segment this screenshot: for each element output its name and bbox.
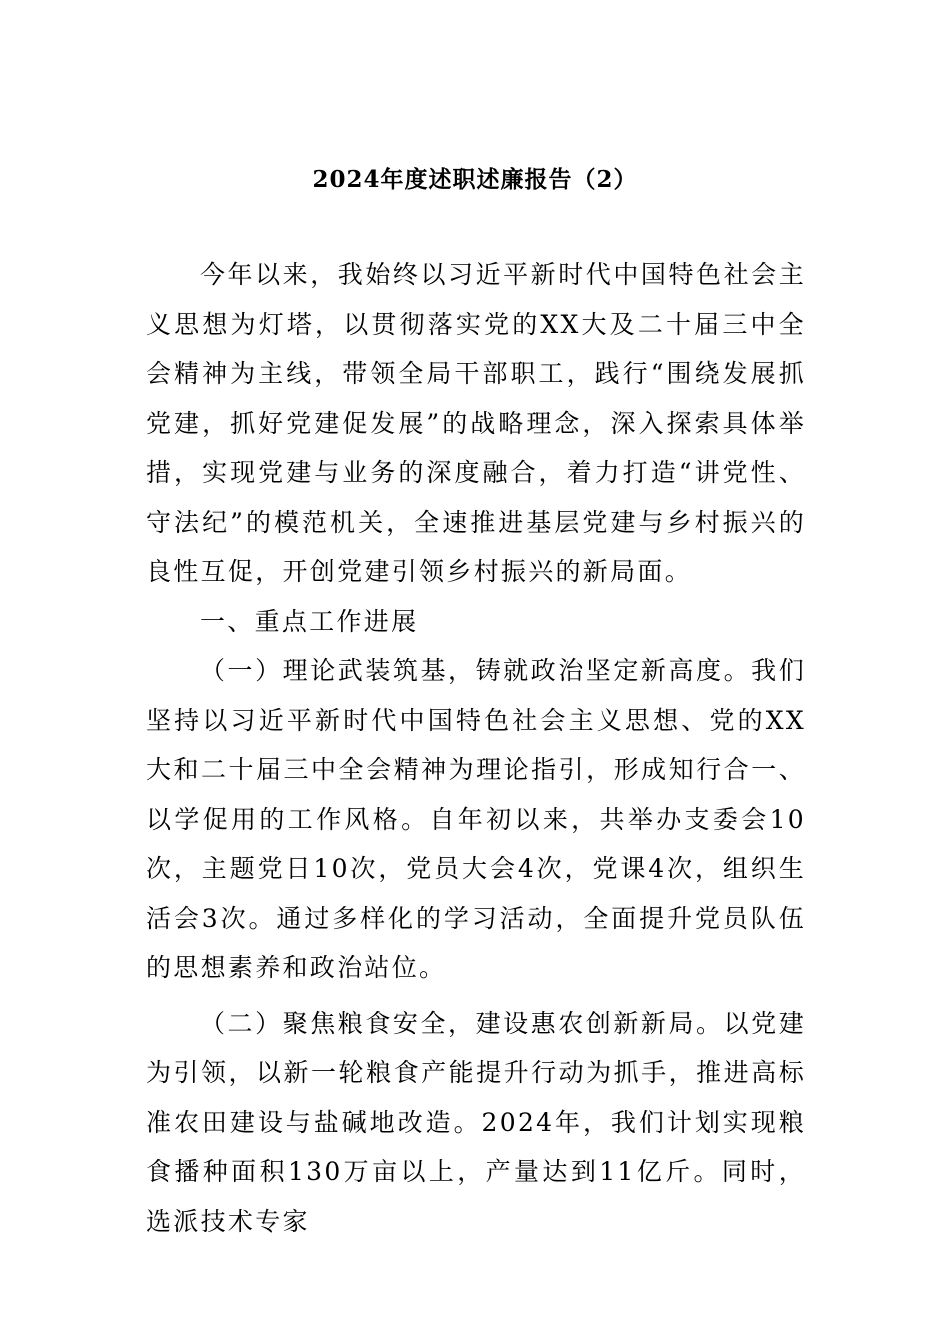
subsection-paragraph-2: （二）聚焦粮食安全，建设惠农创新新局。以党建为引领，以新一轮粮食产能提升行动为抓手，推进高标准农田建设与盐碱地改造。2024年，我们计划实现粮食播种面积130万亩以上，产量达到11亿斤。同时，选派技术专家	[146, 1008, 806, 1236]
document-title: 2024年度述职述廉报告（2）	[312, 166, 638, 193]
section-heading: 一、重点工作进展	[200, 606, 419, 636]
subsection-paragraph-1: （一）理论武装筑基，铸就政治坚定新高度。我们坚持以习近平新时代中国特色社会主义思想、党的XX大和二十届三中全会精神为理论指引，形成知行合一、以学促用的工作风格。自年初以来，共举办支委会10次，主题党日10次，党员大会4次，党课4次，组织生活会3次。通过多样化的学习活动，全面提升党员队伍的思想素养和政治站位。	[146, 656, 806, 982]
document-body	[146, 250, 806, 1246]
intro-paragraph: 今年以来，我始终以习近平新时代中国特色社会主义思想为灯塔，以贯彻落实党的XX大及二十届三中全会精神为主线，带领全局干部职工，践行“围绕发展抓党建，抓好党建促发展”的战略理念，深入探索具体举措，实现党建与业务的深度融合，着力打造“讲党性、守法纪”的模范机关，全速推进基层党建与乡村振兴的良性互促，开创党建引领乡村振兴的新局面。	[146, 260, 806, 586]
